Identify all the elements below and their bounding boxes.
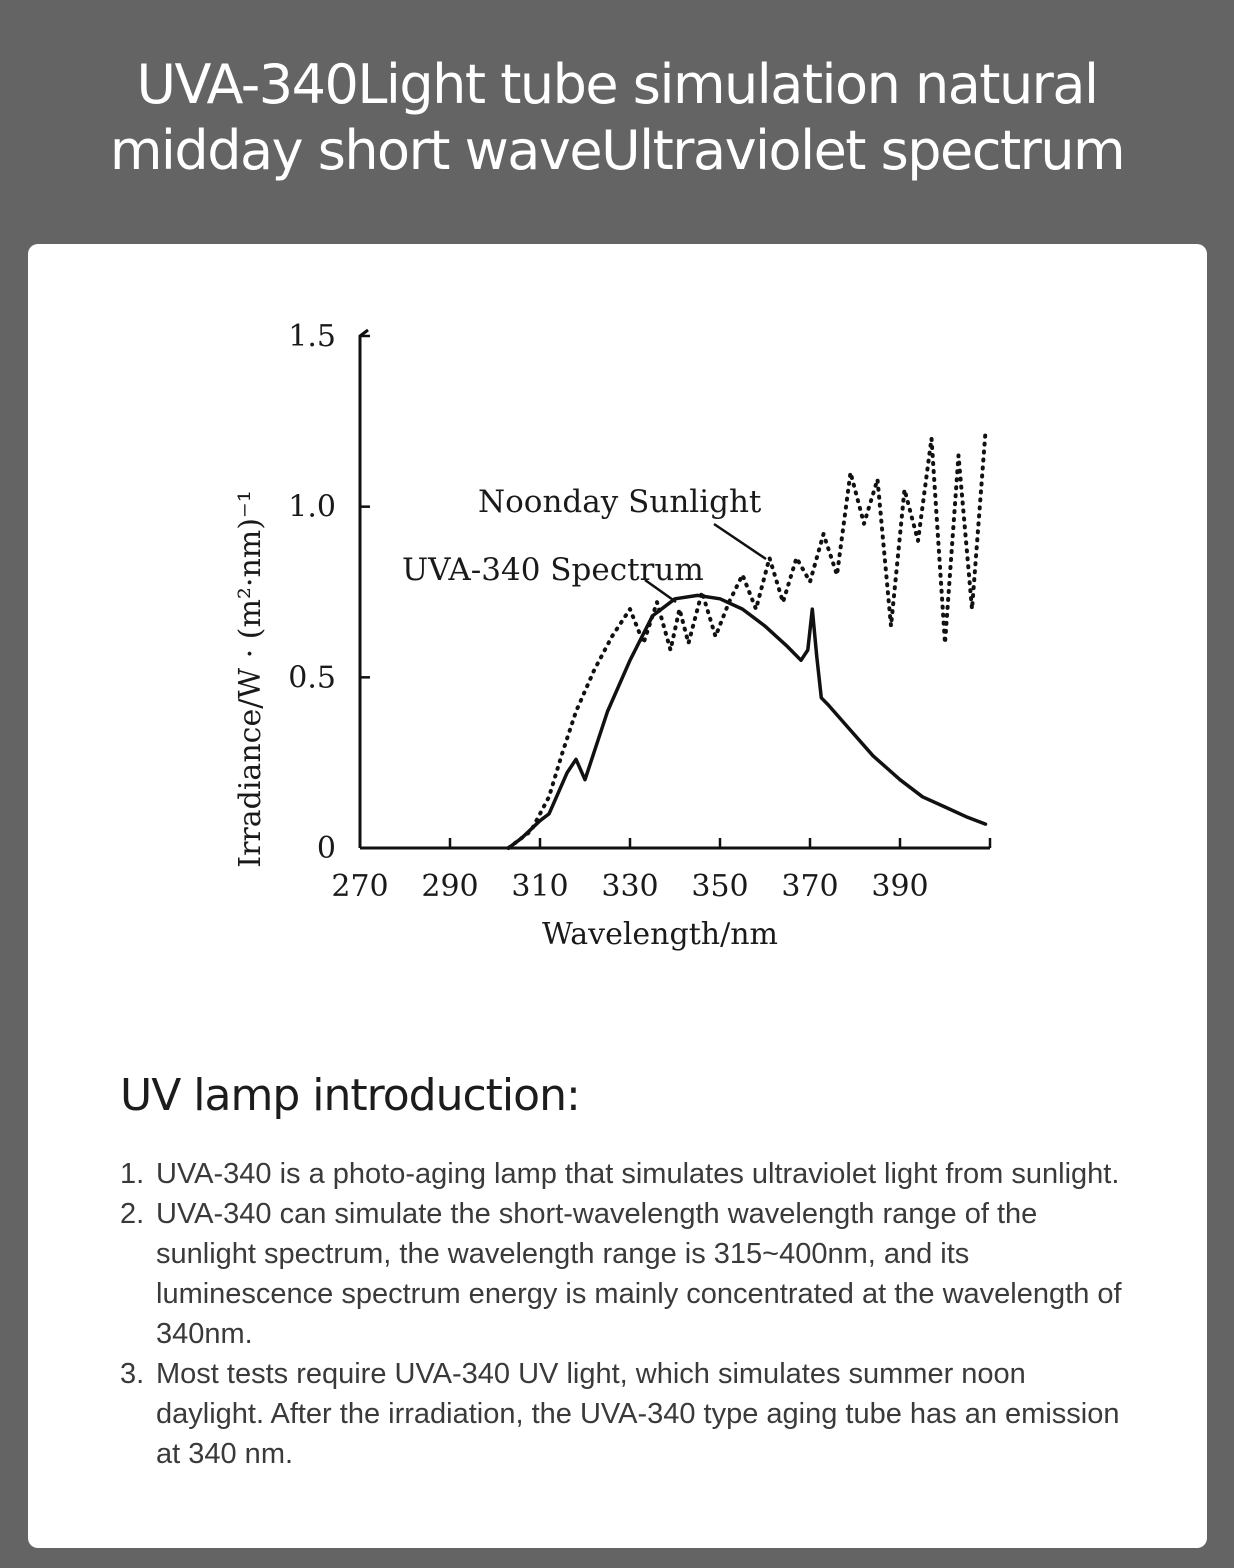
x-tick-label: 350	[691, 869, 749, 904]
y-axis-line	[360, 330, 368, 848]
intro-list	[120, 1154, 1130, 1474]
intro-item-number: 1.	[120, 1158, 145, 1190]
y-tick-label: 1.5	[288, 319, 336, 354]
intro-item-text: Most tests require UVA-340 UV light, which simulates summer noon daylight. After the irradiation, the UVA-340 type aging tube has an emission at 340 nm.	[156, 1358, 1120, 1470]
intro-item-text: UVA-340 is a photo-aging lamp that simulates ultraviolet light from sunlight.	[156, 1158, 1120, 1190]
x-tick-label: 290	[421, 869, 479, 904]
annotation-leader-sunlight	[714, 524, 766, 559]
page-title-line-1: UVA-340Light tube simulation natural	[136, 53, 1098, 116]
intro-item-number: 2.	[120, 1198, 145, 1230]
page-title-line-2: midday short waveUltraviolet spectrum	[109, 119, 1125, 182]
page-title	[0, 52, 1234, 184]
x-tick-label: 310	[511, 869, 569, 904]
x-tick-label: 370	[781, 869, 839, 904]
chart-annotations	[402, 484, 766, 602]
annotation-noonday-sunlight: Noonday Sunlight	[478, 484, 762, 520]
intro-item-1	[120, 1154, 1130, 1194]
intro-item-2	[120, 1194, 1130, 1354]
x-tick-label: 390	[871, 869, 929, 904]
chart-ticks	[288, 319, 990, 904]
y-tick-label: 0	[316, 831, 336, 866]
x-tick-label: 330	[601, 869, 659, 904]
x-tick-label: 270	[331, 869, 389, 904]
intro-item-3	[120, 1354, 1130, 1474]
series-uva340-spectrum	[509, 595, 986, 848]
intro-item-text: UVA-340 can simulate the short-wavelength wavelength range of the sunlight spectrum, the wavelength range is 315~400nm, and its luminescence spectrum energy is mainly concentrated at the wavelength of 340nm.	[156, 1198, 1122, 1350]
x-axis-label: Wavelength/nm	[542, 917, 778, 952]
spectrum-chart	[28, 244, 1207, 1004]
intro-heading: UV lamp introduction:	[120, 1070, 580, 1121]
y-tick-label: 0.5	[288, 660, 336, 696]
annotation-uva340-spectrum: UVA-340 Spectrum	[402, 552, 704, 588]
intro-item-number: 3.	[120, 1358, 145, 1390]
y-axis-label: Irradiance/W · (m²·nm)⁻¹	[233, 490, 268, 868]
content-card	[28, 244, 1207, 1548]
y-tick-label: 1.0	[288, 489, 336, 525]
